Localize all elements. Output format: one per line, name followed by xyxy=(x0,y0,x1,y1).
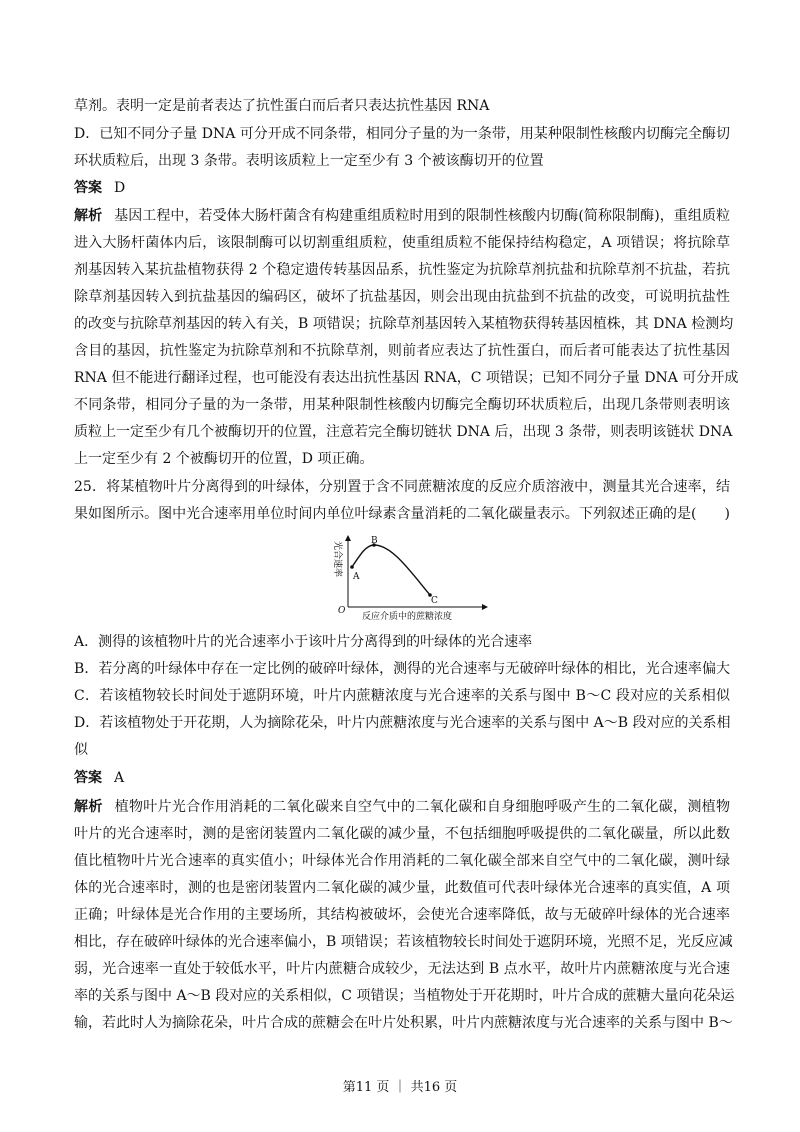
answer-label: 答案 xyxy=(74,770,102,786)
prev-explanation-line: 上一定至少有 2 个被酶切开的位置，D 项正确。 xyxy=(74,451,374,467)
y-axis-arrow xyxy=(345,535,351,541)
point-a-label: A xyxy=(353,572,360,582)
sucrose-photosynthesis-curve-figure xyxy=(330,533,490,623)
prev-answer xyxy=(74,179,730,197)
page-footer: 第11 页 ｜ 共16 页 xyxy=(342,1080,458,1095)
question-25-option-d-line1: D．若该植物处于开花期，人为摘除花朵，叶片内蔗糖浓度与光合速率的关系与图中 A～B 段对应的关系相 xyxy=(74,715,731,731)
prev-explanation-line: 不同条带，相同分子量的为一条带，用某种限制性核酸内切酶完全酶切环状质粒后，出现几条带则表明该 xyxy=(74,397,730,413)
q25-explanation-line: 体的光合速率时，测的也是密闭装置内二氧化碳的减少量，此数值可代表叶绿体光合速率的真实值，A 项 xyxy=(74,880,730,896)
answer-label: 答案 xyxy=(74,180,102,196)
point-a xyxy=(350,565,354,569)
answer-value: A xyxy=(114,770,125,786)
q25-explanation-line: 叶片的光合速率时，测的是密闭装置内二氧化碳的减少量，不包括细胞呼吸提供的二氧化碳量，所以此数 xyxy=(74,826,730,842)
question-25-stem-line: 果如图所示。图中光合速率用单位时间内单位叶绿素含量消耗的二氧化碳量表示。下列叙述正确的是( ) xyxy=(74,506,730,522)
q25-explanation-line: 值比植物叶片光合速率的真实值小；叶绿体光合作用消耗的二氧化碳全部来自空气中的二氧化碳，测叶绿 xyxy=(74,853,730,869)
y-axis-label: 光合速率 xyxy=(332,541,342,578)
origin-label: O xyxy=(338,606,346,616)
question-25-option-b: B．若分离的叶绿体中存在一定比例的破碎叶绿体，测得的光合速率与无破碎叶绿体的相比，光合速率偏大 xyxy=(74,661,730,677)
q25-explanation-line: 弱，光合速率一直处于较低水平，叶片内蔗糖合成较少，无法达到 B 点水平，故叶片内蔗糖浓度与光合速 xyxy=(74,961,730,977)
explanation-label: 解析 xyxy=(74,799,103,815)
q25-explanation-line: 相比，存在破碎叶绿体的光合速率偏小，B 项错误；若该植物较长时间处于遮阴环境，光照不足，光反应减 xyxy=(74,934,733,950)
explanation-label: 解析 xyxy=(74,208,103,224)
prev-explanation-line: 质粒上一定至少有几个被酶切开的位置，注意若完全酶切链状 DNA 后，出现 3 条带，则表明该链状 DNA xyxy=(74,424,733,440)
prev-option-c-tail: 草剂。表明一定是前者表达了抗性蛋白而后者只表达抗性基因 RNA xyxy=(74,98,490,114)
prev-explanation-line: 剂基因转入某抗盐植物获得 2 个稳定遗传转基因品系，抗性鉴定为抗除草剂抗盐和抗除草剂不抗盐，若抗 xyxy=(74,262,730,278)
q25-explanation-line: 解析 植物叶片光合作用消耗的二氧化碳来自空气中的二氧化碳和自身细胞呼吸产生的二氧化碳，测植物 xyxy=(74,799,731,815)
prev-option-d-line2: 环状质粒后，出现 3 条带。表明该质粒上一定至少有 3 个被该酶切开的位置 xyxy=(74,153,544,169)
q25-explanation-line: 率的关系与图中 A～B 段对应的关系相似，C 项错误；当植物处于开花期时，叶片合成的蔗糖大量向花朵运 xyxy=(74,988,735,1004)
prev-explanation-line: 含目的基因，抗性鉴定为抗除草剂和不抗除草剂，则前者应表达了抗性蛋白，而后者可能表达了抗性基因 xyxy=(74,343,730,359)
answer-value: D xyxy=(114,180,126,196)
x-axis-label: 反应介质中的蔗糖浓度 xyxy=(362,612,453,622)
question-25-option-d-line2: 似 xyxy=(74,742,88,758)
rate-curve xyxy=(352,545,430,595)
q25-answer xyxy=(74,769,730,787)
prev-explanation-line: 除草剂基因转入到抗盐基因的编码区，破坏了抗盐基因，则会出现由抗盐到不抗盐的改变，可说明抗盐性 xyxy=(74,289,730,305)
question-25-stem-line: 25．将某植物叶片分离得到的叶绿体，分别置于含不同蔗糖浓度的反应介质溶液中，测量其光合速率，结 xyxy=(74,479,730,495)
q25-explanation-line: 输，若此时人为摘除花朵，叶片合成的蔗糖会在叶片处积累，叶片内蔗糖浓度与光合速率的关系与图中 B～ xyxy=(74,1015,733,1031)
question-25-option-a: A．测得的该植物叶片的光合速率小于该叶片分离得到的叶绿体的光合速率 xyxy=(74,634,533,650)
q25-explanation-line: 正确；叶绿体是光合作用的主要场所，其结构被破坏，会使光合速率降低，故与无破碎叶绿体的光合速率 xyxy=(74,907,730,923)
prev-explanation-line: 的改变与抗除草剂基因的转入有关，B 项错误；抗除草剂基因转入某植物获得转基因植株，其 DNA 检测均 xyxy=(74,316,734,332)
prev-explanation-line: RNA 但不能进行翻译过程，也可能没有表达出抗性基因 RNA，C 项错误；已知不同分子量 DNA 可分开成 xyxy=(74,370,739,386)
prev-option-d-line1: D．已知不同分子量 DNA 可分开成不同条带，相同分子量的为一条带，用某种限制性核酸内切酶完全酶切 xyxy=(74,126,730,142)
point-b-label: B xyxy=(371,536,378,546)
prev-explanation-line: 解析 基因工程中，若受体大肠杆菌含有构建重组质粒时用到的限制性核酸内切酶(简称限制酶)，重组质粒 xyxy=(74,208,731,224)
prev-explanation-line: 进入大肠杆菌体内后，该限制酶可以切割重组质粒，使重组质粒不能保持结构稳定，A 项错误；将抗除草 xyxy=(74,235,730,251)
question-25-option-c: C．若该植物较长时间处于遮阴环境，叶片内蔗糖浓度与光合速率的关系与图中 B～C 段对应的关系相似 xyxy=(74,688,730,704)
x-axis-arrow xyxy=(482,604,488,610)
point-c-label: C xyxy=(431,596,438,606)
